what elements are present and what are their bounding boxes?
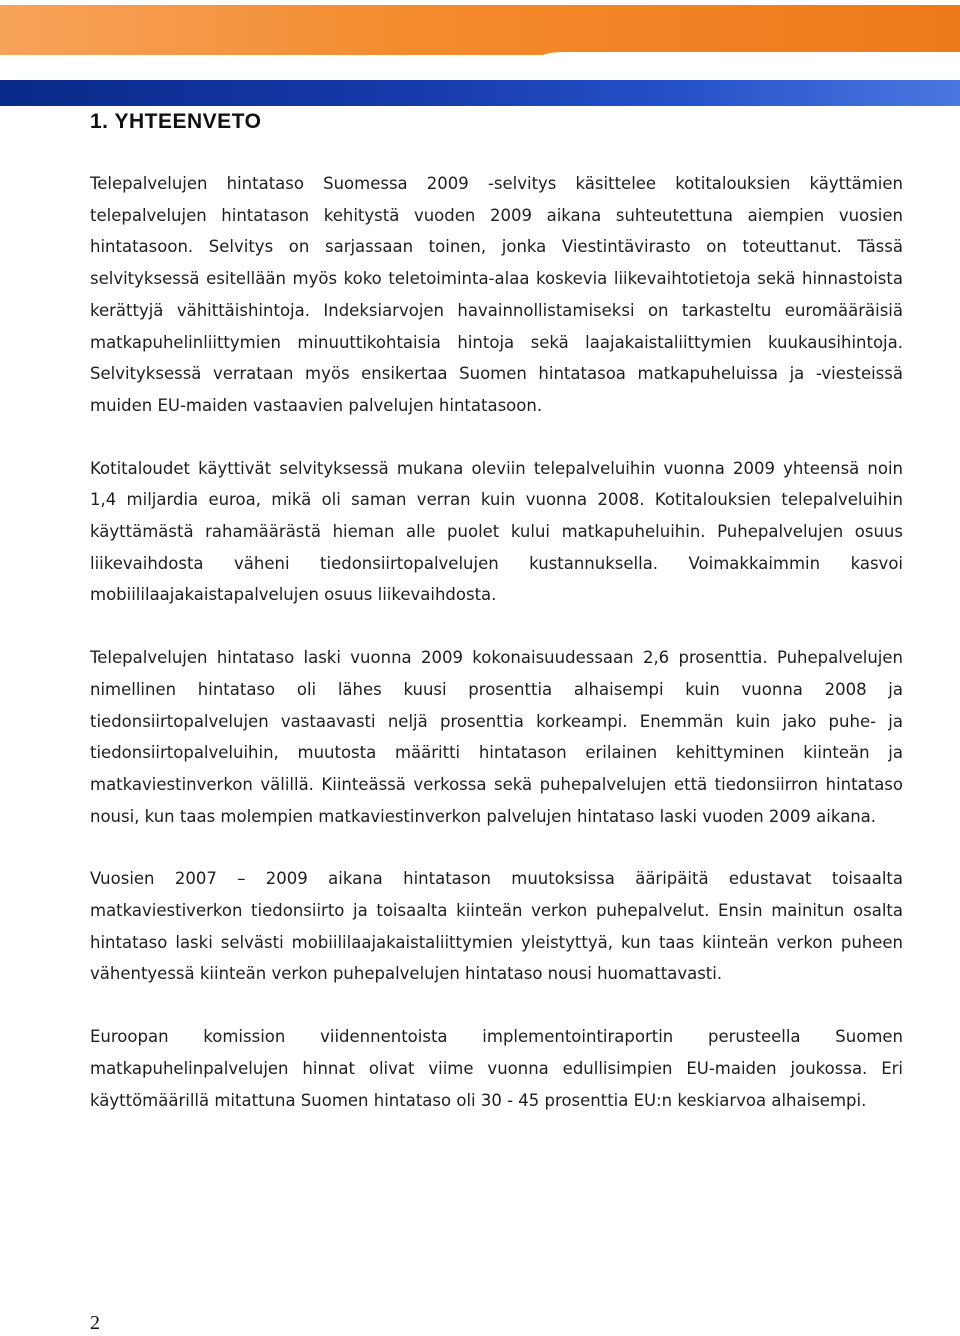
page-number: 2	[90, 1312, 100, 1334]
paragraph-5: Euroopan komission viidennentoista implementointiraportin perusteella Suomen matkapuhelinpalvelujen hinnat olivat viime vuonna edullisimpien EU-maiden joukossa. Eri käyttömäärillä mitattuna Suomen hintataso oli 30 - 45 prosenttia EU:n keskiarvoa alhaisempi.	[90, 1027, 903, 1110]
section-title: 1. YHTEENVETO	[90, 110, 262, 133]
paragraph-4: Vuosien 2007 – 2009 aikana hintatason muutoksissa ääripäitä edustavat toisaalta matkaviestiverkon tiedonsiirto ja toisaalta kiinteän verkon puhepalvelut. Ensin mainitun osalta hintataso laski selvästi mobiililaajakaistaliittymien yleistyttyä, kun taas kiinteän verkon puheen vähentyessä kiinteän verkon puhepalvelujen hintataso nousi huomattavasti.	[90, 869, 903, 984]
header-blue-band	[0, 80, 960, 106]
header-orange-band	[0, 5, 960, 55]
paragraph-2: Kotitaloudet käyttivät selvityksessä mukana oleviin telepalveluihin vuonna 2009 yhteensä noin 1,4 miljardia euroa, mikä oli saman verran kuin vuonna 2008. Kotitalouksien telepalveluihin käyttämästä rahamäärästä hieman alle puolet kului matkapuheluihin. Puhepalvelujen osuus liikevaihdosta väheni tiedonsiirtopalvelujen kustannuksella. Voimakkaimmin kasvoi mobiililaajakaistapalvelujen osuus liikevaihdosta.	[90, 458, 903, 605]
header-band-divider	[535, 52, 960, 72]
document-body	[90, 168, 903, 1147]
paragraph-1: Telepalvelujen hintataso Suomessa 2009 -selvitys käsittelee kotitalouksien käyttämien telepalvelujen hintatason kehitystä vuoden 2009 aikana suhteutettuna aiempien vuosien hintatasoon. Selvitys on sarjassaan toinen, jonka Viestintävirasto on toteuttanut. Tässä selvityksessä esitellään myös koko teletoiminta-alaa koskevia liikevaihtotietoja sekä hinnastoista kerättyjä vähittäishintoja. Indeksiarvojen havainnollistamiseksi on tarkasteltu euromääräisiä matkapuhelinliittymien minuuttikohtaisia hintoja sekä laajakaistaliittymien kuukausihintoja. Selvityksessä verrataan myös ensikertaa Suomen hintatasoa matkapuheluissa ja -viesteissä muiden EU-maiden vastaavien palvelujen hintatasoon.	[90, 174, 903, 415]
paragraph-3: Telepalvelujen hintataso laski vuonna 2009 kokonaisuudessaan 2,6 prosenttia. Puhepalvelujen nimellinen hintataso oli lähes kuusi prosenttia alhaisempi kuin vuonna 2008 ja tiedonsiirtopalvelujen vastaavasti neljä prosenttia korkeampi. Enemmän kuin jako puhe- ja tiedonsiirtopalveluihin, muutosta määritti hintatason erilainen kehittyminen kiinteän ja matkaviestinverkon välillä. Kiinteässä verkossa sekä puhepalvelujen että tiedonsiirron hintataso nousi, kun taas molempien matkaviestinverkon palvelujen hintataso laski vuoden 2009 aikana.	[90, 648, 903, 826]
